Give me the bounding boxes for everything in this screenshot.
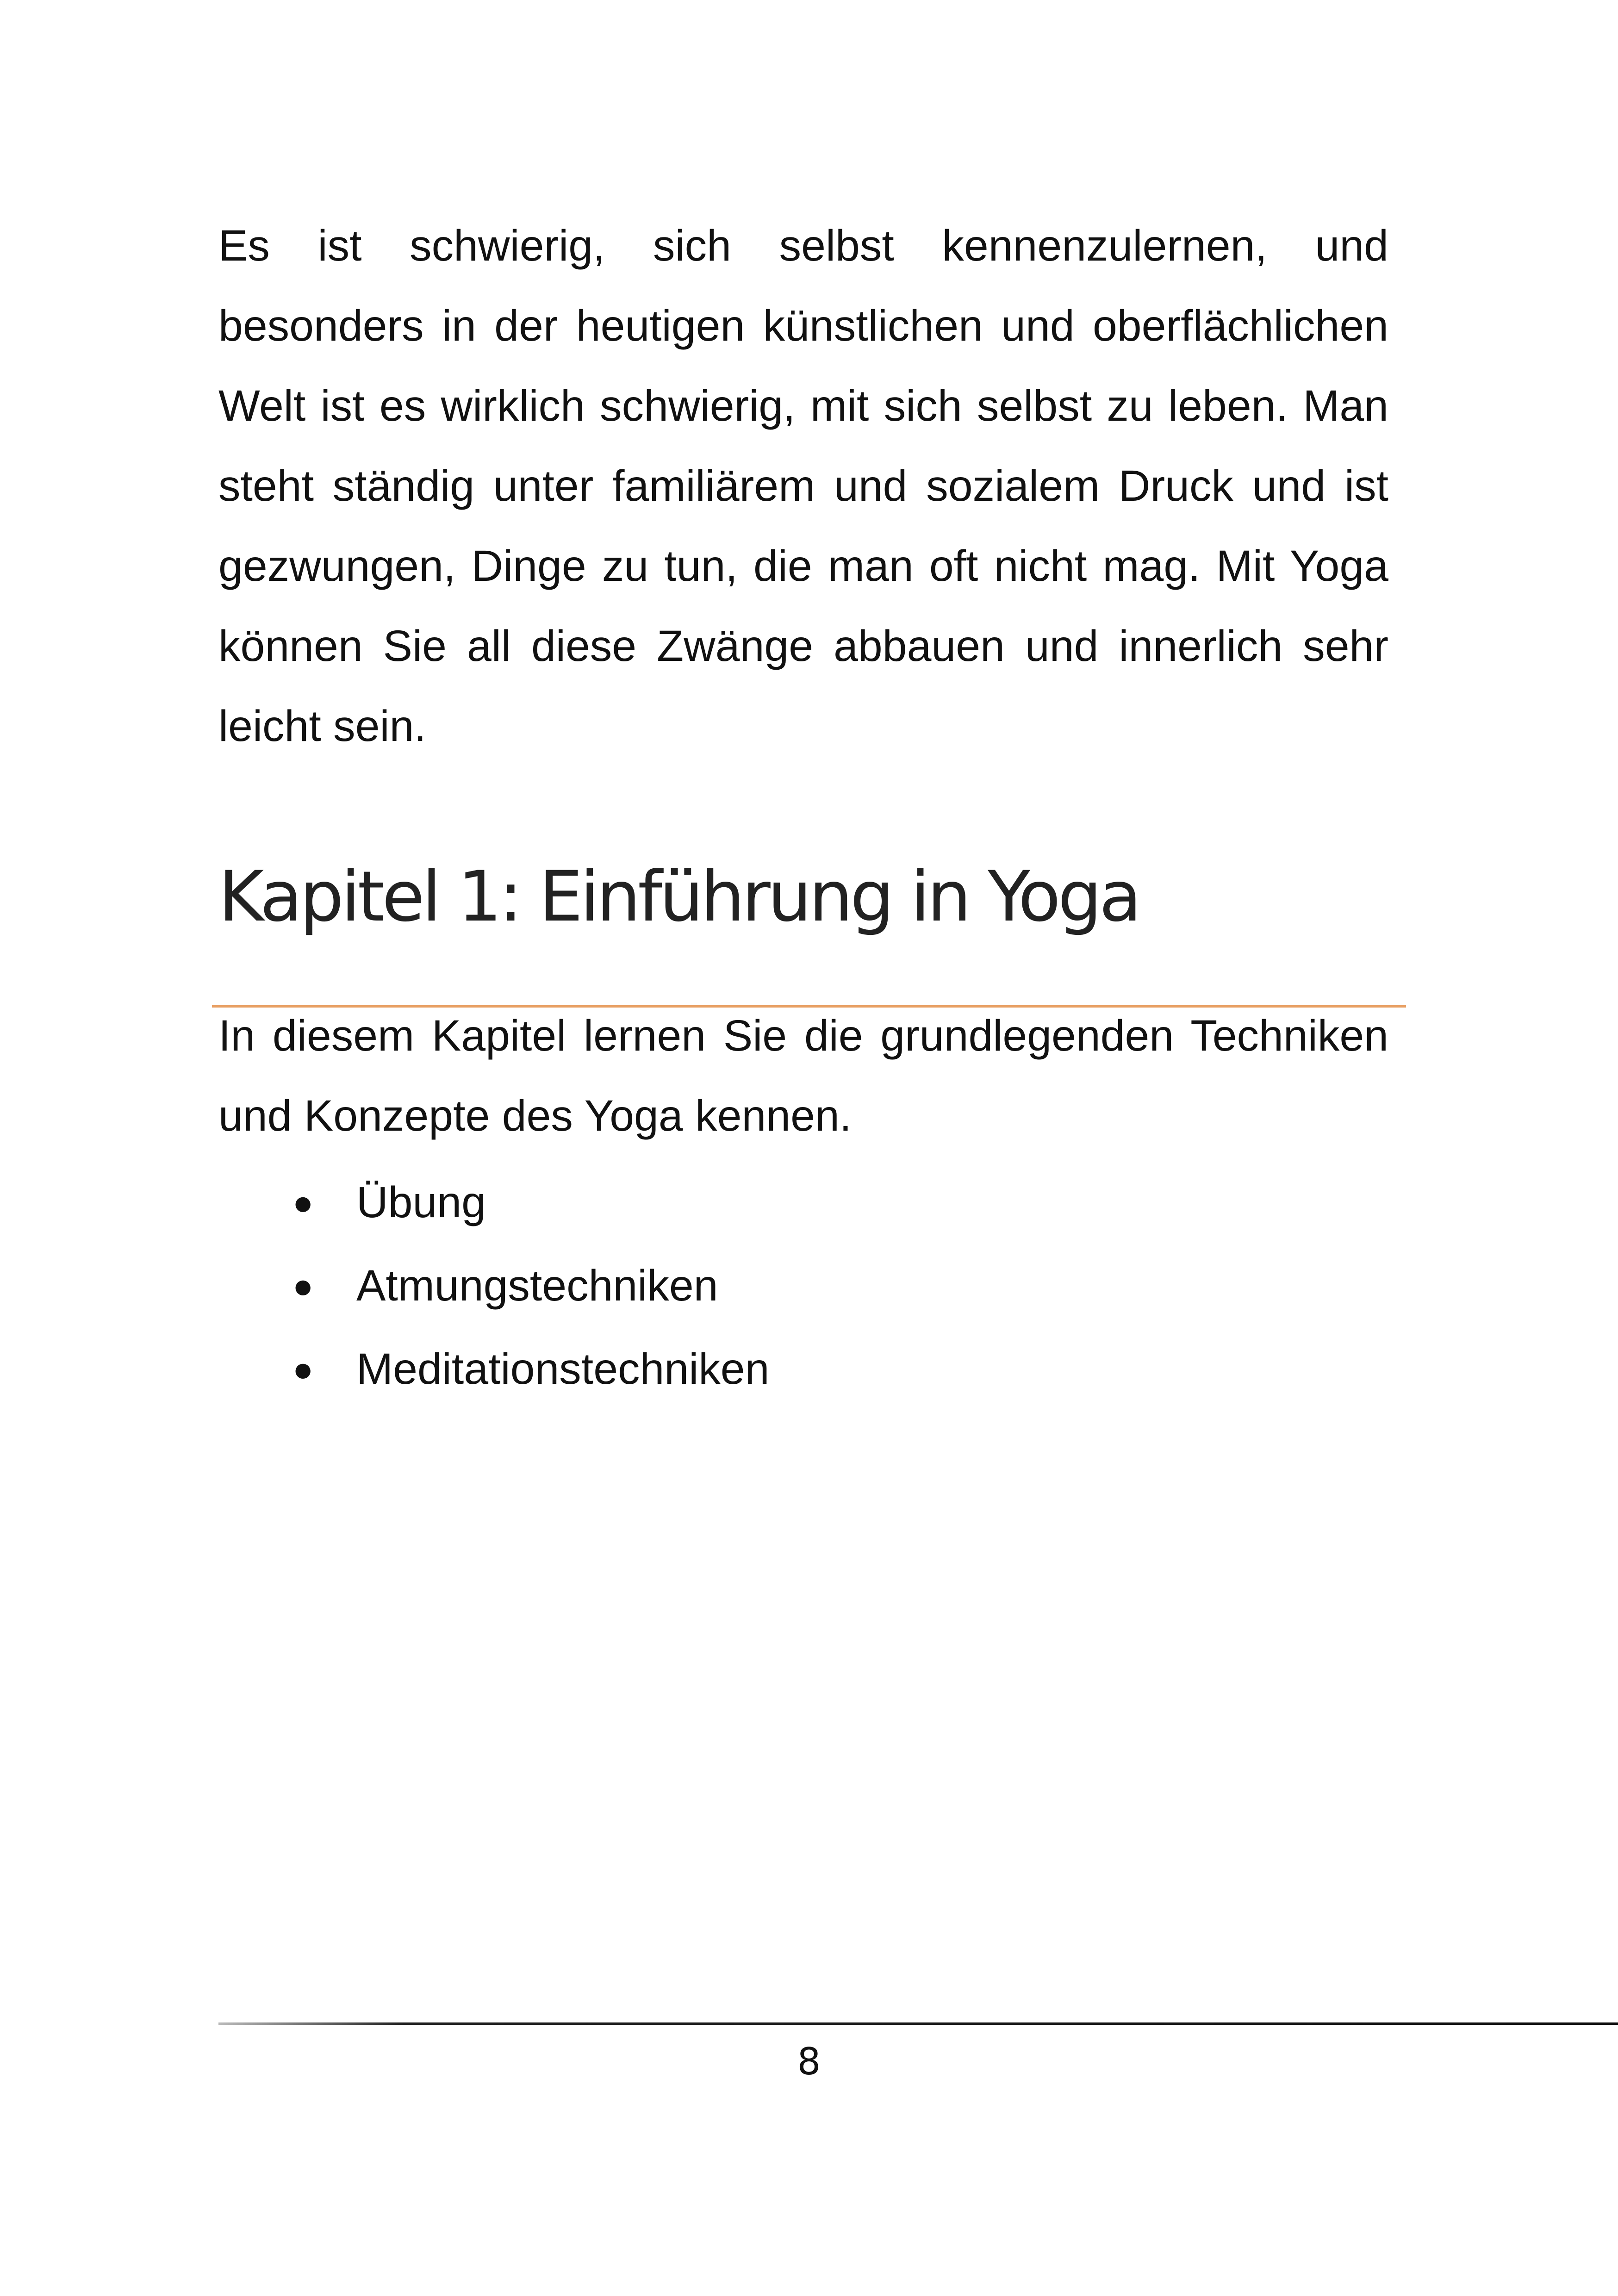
intro-paragraph: Es ist schwierig, sich selbst kennenzulernen, und besonders in der heutigen künstlichen und oberflächlichen Welt ist es wirklich schwierig, mit sich selbst zu leben. Man steht ständig unter familiärem und sozialem Druck und ist gezwungen, Dinge zu tun, die man oft nicht mag. Mit Yoga können Sie all diese Zwänge abbauen und innerlich sehr leicht sein. bbox=[218, 221, 1388, 751]
footer-divider bbox=[218, 2022, 1618, 2025]
list-item bbox=[218, 1327, 769, 1411]
bullet-icon: ● bbox=[292, 1183, 314, 1222]
list-item-label: Übung bbox=[356, 1178, 486, 1227]
list-item-label: Meditationstechniken bbox=[356, 1344, 770, 1394]
page-number: 8 bbox=[797, 2040, 821, 2083]
list-item bbox=[218, 1161, 769, 1244]
topic-list bbox=[218, 1161, 769, 1411]
list-item bbox=[218, 1244, 769, 1327]
list-item-label: Atmungstechniken bbox=[356, 1261, 718, 1310]
bullet-icon: ● bbox=[292, 1350, 314, 1388]
chapter-intro-paragraph: In diesem Kapitel lernen Sie die grundlegenden Techniken und Konzepte des Yoga kennen. bbox=[218, 1011, 1388, 1140]
bullet-icon: ● bbox=[292, 1266, 314, 1305]
chapter-title: Kapitel 1: Einführung in Yoga bbox=[218, 857, 1139, 937]
